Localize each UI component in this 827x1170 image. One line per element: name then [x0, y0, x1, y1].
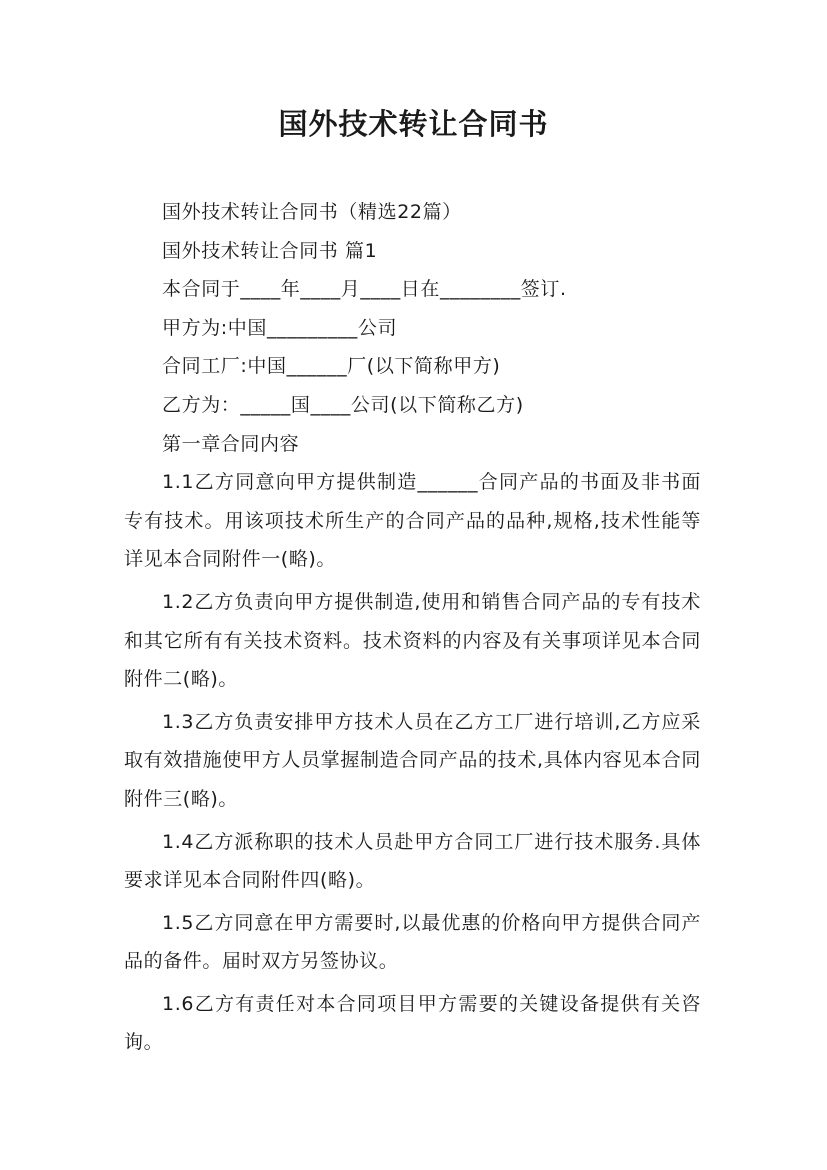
paragraph-clause-1-5: 1.5乙方同意在甲方需要时,以最优惠的价格向甲方提供合同产品的备件。届时双方另签协议。 — [124, 911, 701, 973]
document-body — [124, 193, 701, 1062]
paragraph-clause-1-3: 1.3乙方负责安排甲方技术人员在乙方工厂进行培训,乙方应采取有效措施使甲方人员掌握制造合同产品的技术,具体内容见本合同附件三(略)。 — [124, 710, 701, 810]
paragraph-party-a: 甲方为:中国_________公司 — [162, 316, 398, 339]
paragraph-contract-factory: 合同工厂:中国______厂(以下简称甲方) — [162, 355, 501, 378]
paragraph-clause-1-2: 1.2乙方负责向甲方提供制造,使用和销售合同产品的专有技术和其它所有有关技术资料。技术资料的内容及有关事项详见本合同附件二(略)。 — [124, 590, 701, 691]
paragraph-subtitle: 国外技术转让合同书（精选22篇） — [162, 201, 462, 223]
paragraph-party-b: 乙方为：_____国____公司(以下简称乙方) — [162, 393, 524, 416]
paragraph-signing-info: 本合同于____年____月____日在________签订. — [162, 278, 567, 301]
paragraph-clause-1-1: 1.1乙方同意向甲方提供制造______合同产品的书面及非书面专有技术。用该项技术所生产的合同产品的品种,规格,技术性能等详见本合同附件一(略)。 — [124, 471, 701, 571]
document-title: 国外技术转让合同书 — [278, 107, 549, 141]
paragraph-clause-1-4: 1.4乙方派称职的技术人员赴甲方合同工厂进行技术服务.具体要求详见本合同附件四(略)。 — [124, 830, 701, 892]
paragraph-clause-1-6: 1.6乙方有责任对本合同项目甲方需要的关键设备提供有关咨询。 — [124, 992, 701, 1054]
paragraph-chapter-heading: 第一章合同内容 — [162, 432, 300, 455]
paragraph-article-heading: 国外技术转让合同书 篇1 — [162, 239, 378, 262]
